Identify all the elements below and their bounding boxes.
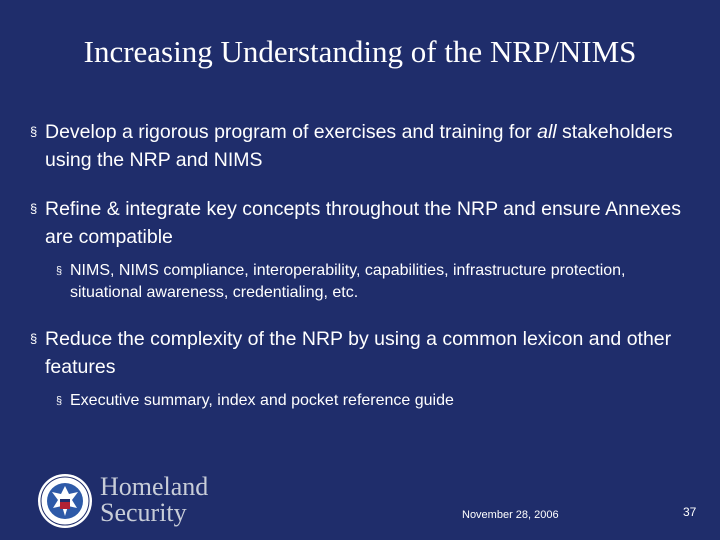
bullet-reduce-complexity (30, 325, 685, 381)
bullet-mark: § (30, 124, 38, 139)
bullet-text: Reduce the complexity of the NRP by using a common lexicon and other features (45, 328, 672, 378)
homeland-security-logo (36, 472, 236, 532)
sub-bullet-mark: § (56, 265, 63, 277)
bullet-text-part: stakeholders using the NRP and NIMS (45, 121, 673, 171)
bullet-text-part: Develop a rigorous program of exercises and training for (45, 121, 538, 143)
bullet-text (30, 118, 685, 174)
dhs-seal-icon (36, 472, 94, 530)
bullet-mark: § (30, 201, 38, 216)
logo-wordmark-line1: Homeland (100, 472, 209, 501)
sub-bullet-text: Executive summary, index and pocket reference guide (70, 392, 454, 409)
bullet-exercises-training (30, 118, 685, 174)
bullet-emphasis: all (537, 121, 557, 143)
sub-bullet-reference (56, 390, 680, 412)
sub-bullet-concepts (56, 260, 680, 304)
page-number: 37 (683, 505, 697, 519)
bullet-refine-integrate (30, 195, 685, 251)
sub-bullet-mark: § (56, 395, 63, 407)
slide-title: Increasing Understanding of the NRP/NIMS (83, 34, 637, 69)
logo-wordmark-line2: Security (100, 498, 187, 527)
bullet-text: Refine & integrate key concepts throughout the NRP and ensure Annexes are compatible (45, 198, 681, 248)
bullet-mark: § (30, 331, 38, 346)
sub-bullet-text: NIMS, NIMS compliance, interoperability, capabilities, infrastructure protection, situational awareness, credentialing, etc. (70, 262, 626, 301)
footer-date: November 28, 2006 (462, 509, 559, 521)
